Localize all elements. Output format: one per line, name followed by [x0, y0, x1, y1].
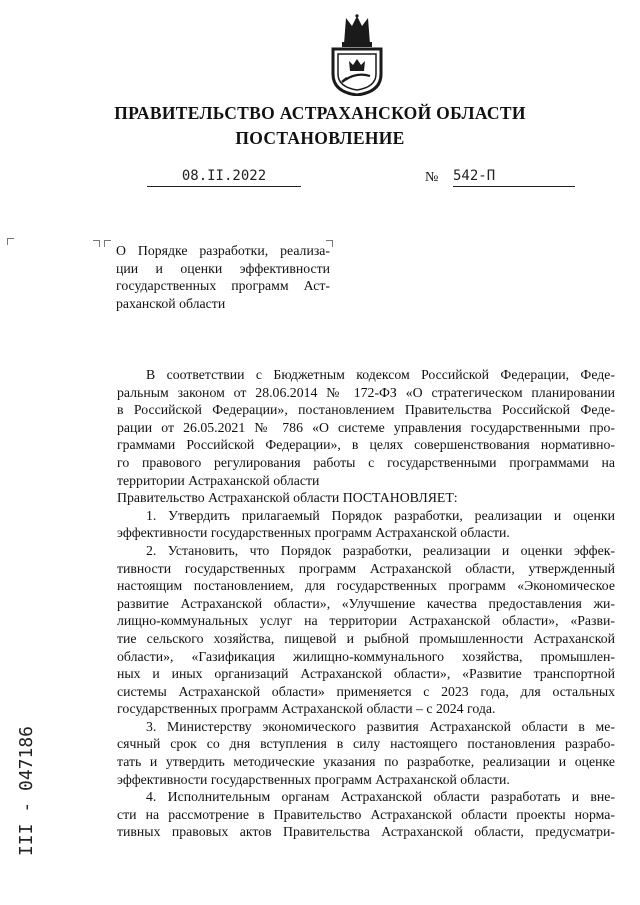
body-line: тать и утвердить методические указания по разработке, реализации и оценке — [117, 754, 615, 770]
body-line: 1. Утвердить прилагаемый Порядок разработки, реализации и оценки — [146, 507, 615, 523]
body-line: го правового регулирования работы с государственными программами на — [117, 454, 615, 470]
body-line: 4. Исполнительным органам Астраханской области разработать и вне- — [146, 789, 615, 805]
body-line: настоящим постановлением, для государственных программ «Экономическое — [117, 578, 615, 594]
body-line: лищно-коммунальных услуг на территории Астраханской области», «Разви- — [117, 613, 615, 629]
document-number-field — [425, 168, 575, 186]
body-line: 2. Установить, что Порядок разработки, реализации и оценки эффек- — [146, 542, 615, 558]
corner-mark — [104, 240, 111, 247]
body-line: системы Астраханской области» применяется с 2023 года, для остальных — [117, 683, 615, 699]
body-line: развитие Астраханской области», «Улучшение качества предоставления жи- — [117, 595, 615, 611]
subject-line: раханской области — [116, 295, 226, 311]
document-type: ПОСТАНОВЛЕНИЕ — [235, 128, 405, 148]
body-line: эффективности государственных программ Астраханской области. — [117, 525, 510, 541]
coat-of-arms-icon — [328, 14, 386, 96]
body-line: области», «Газификация жилищно-коммунального хозяйства, промышлен- — [117, 648, 615, 664]
subject-line: государственных программ Аст- — [116, 278, 330, 294]
body-line: эффективности государственных программ Астраханской области. — [117, 771, 510, 787]
body-line: В соответствии с Бюджетным кодексом Российской Федерации, Феде- — [146, 367, 615, 382]
document-date: 08.II.2022 — [147, 168, 301, 187]
body-line: тие сельского хозяйства, пищевой и рыбной промышленности Астраханской — [117, 630, 615, 646]
body-line: сти на рассмотрение в Правительство Астраханской области проекты норма- — [117, 806, 615, 822]
body-line: ных и иных организаций Астраханской области», «Развитие транспортной — [117, 666, 615, 682]
body-line: ральным законом от 28.06.2014 № 172-ФЗ «О стратегическом планировании — [117, 384, 615, 400]
document-number: 542-П — [453, 168, 575, 187]
document-subject — [116, 242, 330, 312]
body-line: в Российской Федерации», постановлением Правительства Российской Феде- — [117, 402, 615, 418]
government-title: ПРАВИТЕЛЬСТВО АСТРАХАНСКОЙ ОБЛАСТИ — [114, 103, 526, 123]
subject-line: О Порядке разработки, реализа- — [116, 243, 330, 258]
body-line: Правительство Астраханской области ПОСТАНОВЛЯЕТ: — [117, 490, 458, 506]
body-line: тивности государственных программ Астраханской области, утвержденный — [117, 560, 615, 576]
body-line: граммами Российской Федерации», в целях совершенствования нормативно- — [117, 437, 615, 453]
number-sign: № — [425, 170, 439, 185]
subject-line: ции и оценки эффективности — [116, 260, 330, 276]
body-line: рации от 26.05.2021 № 786 «О системе управления государственными про- — [117, 419, 615, 435]
corner-mark — [93, 240, 100, 247]
serial-number: ІІІ - 047186 — [16, 725, 37, 857]
body-line: тивных правовых актов Правительства Астраханской области, предусматри- — [117, 824, 615, 840]
body-line: территории Астраханской области — [117, 472, 320, 488]
body-line: 3. Министерству экономического развития Астраханской области в ме- — [146, 718, 615, 734]
body-line: государственных программ Астраханской области – с 2024 года. — [117, 701, 496, 717]
document-body — [117, 366, 615, 841]
corner-mark — [7, 238, 14, 245]
body-line: сячный срок со дня вступления в силу настоящего постановления разрабо- — [117, 736, 615, 752]
